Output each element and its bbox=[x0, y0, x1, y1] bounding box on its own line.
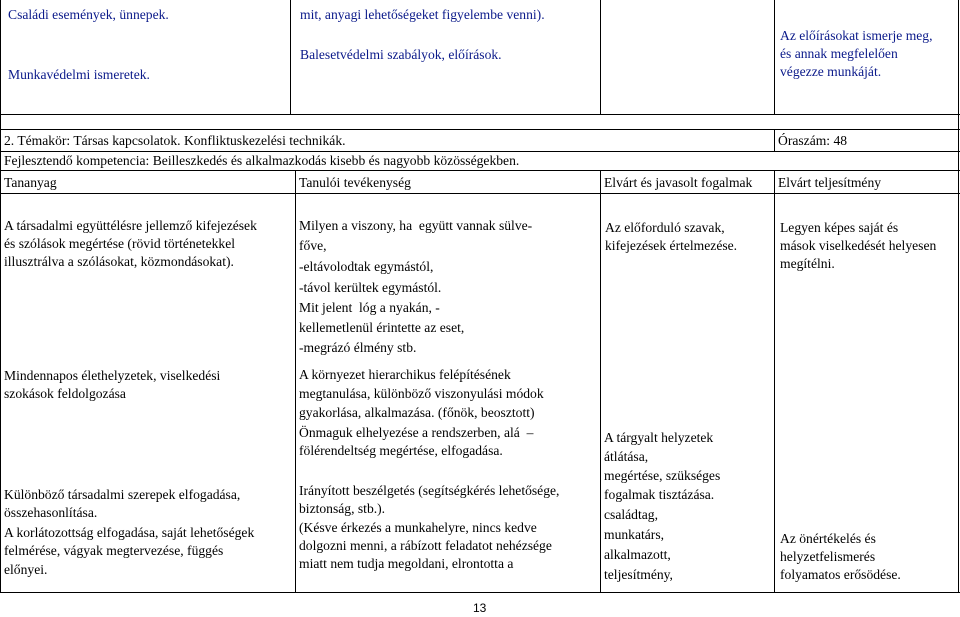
section-hours: Óraszám: 48 bbox=[778, 133, 848, 148]
header-elvart-fogalmak: Elvárt és javasolt fogalmak bbox=[604, 175, 753, 190]
rule-top-row-bottom bbox=[0, 114, 960, 115]
row1-col1-line1: A társadalmi együttélésre jellemző kifejezések bbox=[4, 218, 257, 233]
row1-col4-line2: mások viselkedését helyesen bbox=[780, 238, 937, 253]
row2-col2b-line2: biztonság, stb.). bbox=[299, 501, 386, 516]
row1-col2-line2: főve, bbox=[299, 238, 327, 253]
row2-col4-line3: folyamatos erősödése. bbox=[780, 567, 901, 582]
row1-col2-line1: Milyen a viszony, ha együtt vannak sülve- bbox=[299, 218, 533, 233]
row1-col2-line7: -megrázó élmény stb. bbox=[299, 340, 417, 355]
row1-col2-line6: kellemetlenül érintette az eset, bbox=[299, 320, 465, 335]
top-col1-line2: Munkavédelmi ismeretek. bbox=[8, 67, 150, 82]
row2-col2b-line4: dolgozni menni, a rábízott feladatot nehézsége bbox=[299, 538, 552, 553]
row2-col1b-line4: felmérése, vágyak megtervezése, függés bbox=[4, 543, 224, 558]
row1-col4-line1: Legyen képes saját és bbox=[780, 220, 899, 235]
row1-col1-line2: és szólások megértése (rövid történetekkel bbox=[4, 236, 236, 251]
rule-col1-top bbox=[290, 0, 291, 115]
row2-col2b-line3: (Késve érkezés a munkahelyre, nincs kedve bbox=[299, 520, 537, 535]
row2-col3-line7: alkalmazott, bbox=[604, 547, 671, 562]
row2-col3-line5: családtag, bbox=[604, 507, 658, 522]
top-col4-line3: végezze munkáját. bbox=[780, 64, 882, 79]
rule-header-bottom bbox=[0, 193, 960, 194]
rule-right-edge bbox=[958, 0, 959, 593]
rule-col1-body bbox=[295, 170, 296, 593]
row2-col1b-line2: összehasonlítása. bbox=[4, 505, 98, 520]
section-title: 2. Témakör: Társas kapcsolatok. Konfliktuskezelési technikák. bbox=[4, 133, 346, 148]
row2-col3-line2: átlátása, bbox=[604, 449, 649, 464]
row2-col3-line8: teljesítmény, bbox=[604, 567, 673, 582]
rule-col2-body bbox=[600, 170, 601, 593]
rule-col3-body bbox=[774, 170, 775, 593]
top-col1-line1: Családi események, ünnepek. bbox=[8, 7, 169, 22]
header-tananyag: Tananyag bbox=[4, 175, 57, 190]
row2-col4-line2: helyzetfelismerés bbox=[780, 549, 876, 564]
rule-competence-bottom bbox=[0, 170, 960, 171]
row2-col3-line1: A tárgyalt helyzetek bbox=[604, 430, 714, 445]
row2-col1a-line2: szokások feldolgozása bbox=[4, 386, 126, 401]
row2-col2b-line5: miatt nem tudja megoldani, elrontotta a bbox=[299, 556, 514, 571]
row2-col1b-line1: Különböző társadalmi szerepek elfogadása, bbox=[4, 487, 241, 502]
header-elvart-teljesitmeny: Elvárt teljesítmény bbox=[778, 175, 882, 190]
row2-col2a-line3: gyakorlása, alkalmazása. (főnök, beosztott) bbox=[299, 405, 535, 420]
rule-col3-top bbox=[774, 0, 775, 115]
row2-col2a-line4: Önmaguk elhelyezése a rendszerben, alá – bbox=[299, 425, 534, 440]
top-col4-line2: és annak megfelelően bbox=[780, 46, 898, 61]
top-col2-line2: Balesetvédelmi szabályok, előírások. bbox=[300, 47, 502, 62]
row2-col3-line4: fogalmak tisztázása. bbox=[604, 487, 715, 502]
rule-hours-divider bbox=[774, 129, 775, 152]
rule-col2-top bbox=[600, 0, 601, 115]
row1-col3-line2: kifejezések értelmezése. bbox=[605, 238, 738, 253]
row2-col1b-line5: előnyei. bbox=[4, 562, 48, 577]
page-number: 13 bbox=[473, 601, 487, 615]
row2-col3-line6: munkatárs, bbox=[604, 527, 665, 542]
rule-section-top bbox=[0, 129, 960, 130]
row2-col2a-line1: A környezet hierarchikus felépítésének bbox=[299, 367, 511, 382]
row2-col3-line3: megértése, szükséges bbox=[604, 468, 721, 483]
row2-col1b-line3: A korlátozottság elfogadása, saját lehetőségek bbox=[4, 525, 255, 540]
section-competence: Fejlesztendő kompetencia: Beilleszkedés és alkalmazkodás kisebb és nagyobb közösségekben. bbox=[4, 153, 520, 168]
row1-col3-line1: Az előforduló szavak, bbox=[605, 220, 725, 235]
row2-col2a-line2: megtanulása, különböző viszonyulási módok bbox=[299, 386, 544, 401]
row1-col2-line5: Mit jelent lóg a nyakán, - bbox=[299, 300, 440, 315]
rule-table-bottom bbox=[0, 592, 960, 593]
row2-col1a-line1: Mindennapos élethelyzetek, viselkedési bbox=[4, 368, 221, 383]
row1-col2-line3: -eltávolodtak egymástól, bbox=[299, 259, 434, 274]
top-col4-line1: Az előírásokat ismerje meg, bbox=[780, 28, 933, 43]
row2-col4-line1: Az önértékelés és bbox=[780, 531, 876, 546]
row2-col2a-line5: fölérendeltség megértése, elfogadása. bbox=[299, 443, 503, 458]
row1-col2-line4: -távol kerültek egymástól. bbox=[299, 280, 442, 295]
row1-col1-line3: illusztrálva a szólásokat, közmondásokat). bbox=[4, 254, 234, 269]
row2-col2b-line1: Irányított beszélgetés (segítségkérés lehetősége, bbox=[299, 483, 560, 498]
header-tanuloi-tevekenyseg: Tanulói tevékenység bbox=[299, 175, 411, 190]
top-col2-line1: mit, anyagi lehetőségeket figyelembe venni). bbox=[300, 7, 545, 22]
row1-col4-line3: megítélni. bbox=[780, 256, 835, 271]
rule-left-edge bbox=[0, 0, 1, 593]
